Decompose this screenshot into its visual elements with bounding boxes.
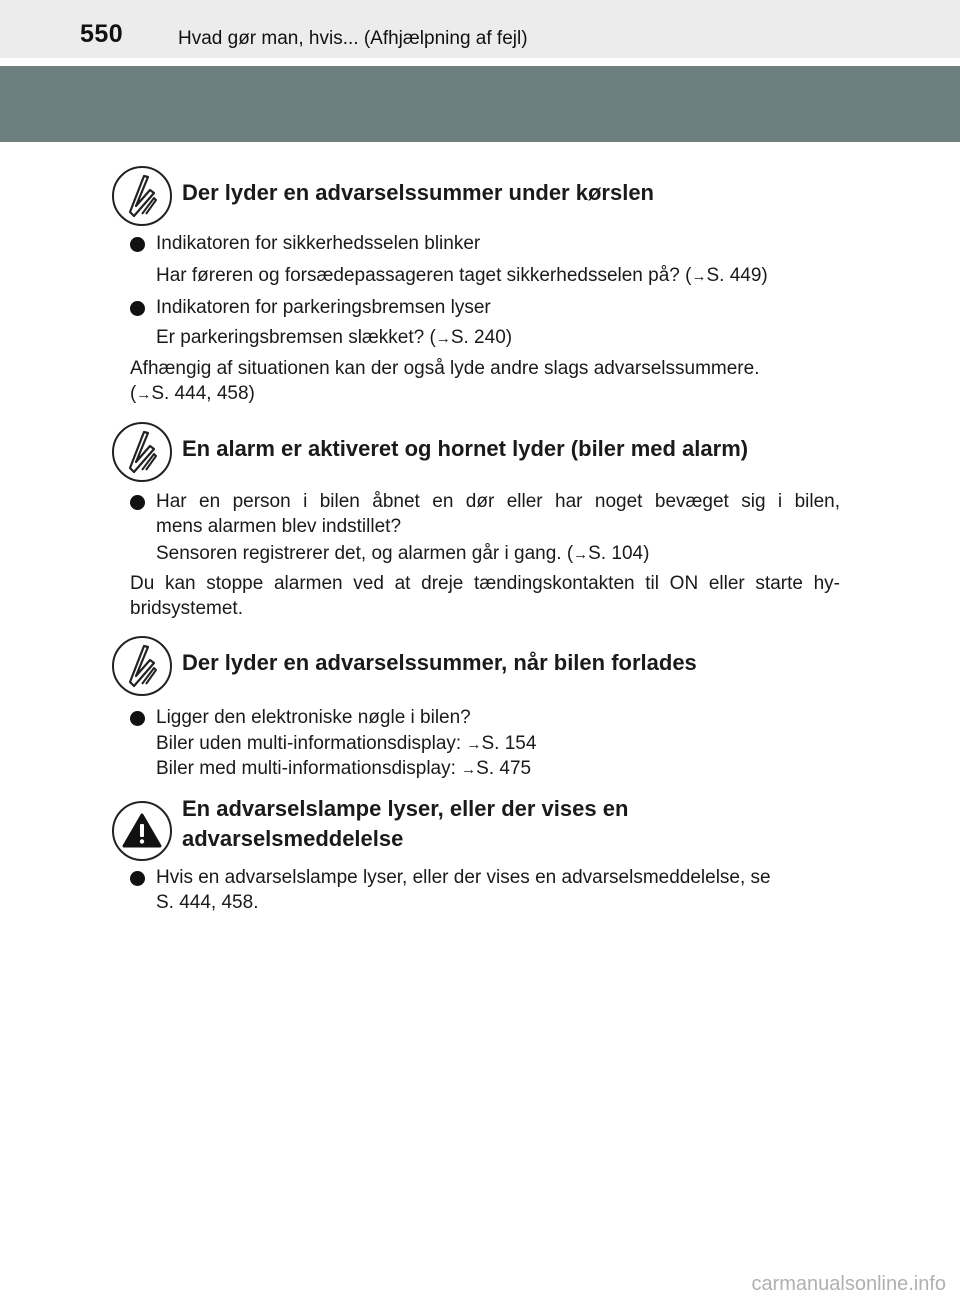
buzzer-icon xyxy=(112,166,172,226)
section-note: Afhængig af situationen kan der også lyde andre slags advarselssummere. xyxy=(130,358,760,379)
bullet-icon xyxy=(130,495,145,510)
page-header xyxy=(0,0,960,58)
page-reference: S. 154 xyxy=(481,733,537,754)
item-answer: Sensoren registrerer det, og alarmen går i gang. (→S. 104) xyxy=(156,543,650,564)
buzzer-icon xyxy=(112,422,172,482)
item-answer: Er parkeringsbremsen slækket? (→S. 240) xyxy=(156,327,513,348)
header-band xyxy=(0,66,960,142)
item-text-cont: S. 444, 458. xyxy=(156,892,259,913)
item-question-cont: mens alarmen blev indstillet? xyxy=(156,516,402,537)
arrow-icon: → xyxy=(435,330,450,347)
item-answer: Biler uden multi-informationsdisplay: →S. 154 xyxy=(156,733,537,754)
item-answer: Har føreren og forsædepassageren taget sikkerhedsselen på? (→S. 449) xyxy=(156,265,768,286)
section-title: En advarselslampe lyser, eller der vises en xyxy=(182,796,629,821)
bullet-icon xyxy=(130,711,145,726)
page-reference: S. 449) xyxy=(706,265,768,286)
item-text: Hvis en advarselslampe lyser, eller der vises en advarselsmeddelelse, se xyxy=(156,867,771,888)
arrow-icon: → xyxy=(691,268,706,285)
section-title: Der lyder en advarselssummer under kørslen xyxy=(182,180,654,205)
bullet-icon xyxy=(130,301,145,316)
arrow-icon: → xyxy=(136,386,151,403)
section-title-cont: advarselsmeddelelse xyxy=(182,826,404,851)
item-answer: Biler med multi-informationsdisplay: →S. 475 xyxy=(156,758,532,779)
arrow-icon: → xyxy=(461,761,476,778)
section-title: En alarm er aktiveret og hornet lyder (biler med alarm) xyxy=(182,436,749,461)
page-reference: S. 444, 458) xyxy=(151,383,255,404)
bullet-icon xyxy=(130,871,145,886)
section-note-ref: (→S. 444, 458) xyxy=(130,383,255,404)
item-question: Har en person i bilen åbnet en dør eller har noget bevæget sig i bilen, xyxy=(156,491,840,512)
page-number: 550 xyxy=(80,20,124,48)
section-title: Der lyder en advarselssummer, når bilen forlades xyxy=(182,650,697,675)
item-question: Indikatoren for sikkerhedsselen blinker xyxy=(156,233,481,254)
item-question: Ligger den elektroniske nøgle i bilen? xyxy=(156,707,471,728)
item-question: Indikatoren for parkeringsbremsen lyser xyxy=(156,297,491,318)
warning-triangle-icon xyxy=(112,801,172,861)
running-title: Hvad gør man, hvis... (Afhjælpning af fejl) xyxy=(178,28,528,49)
section-note-cont: bridsystemet. xyxy=(130,598,243,619)
page-reference: S. 104) xyxy=(588,543,650,564)
page-reference: S. 240) xyxy=(450,327,513,348)
arrow-icon: → xyxy=(573,546,588,563)
arrow-icon: → xyxy=(466,736,481,753)
page-reference: S. 475 xyxy=(476,758,532,779)
bullet-icon xyxy=(130,237,145,252)
buzzer-icon xyxy=(112,636,172,696)
section-note: Du kan stoppe alarmen ved at dreje tændingskontakten til ON eller starte hy- xyxy=(130,573,840,594)
watermark: carmanualsonline.info xyxy=(751,1273,946,1295)
